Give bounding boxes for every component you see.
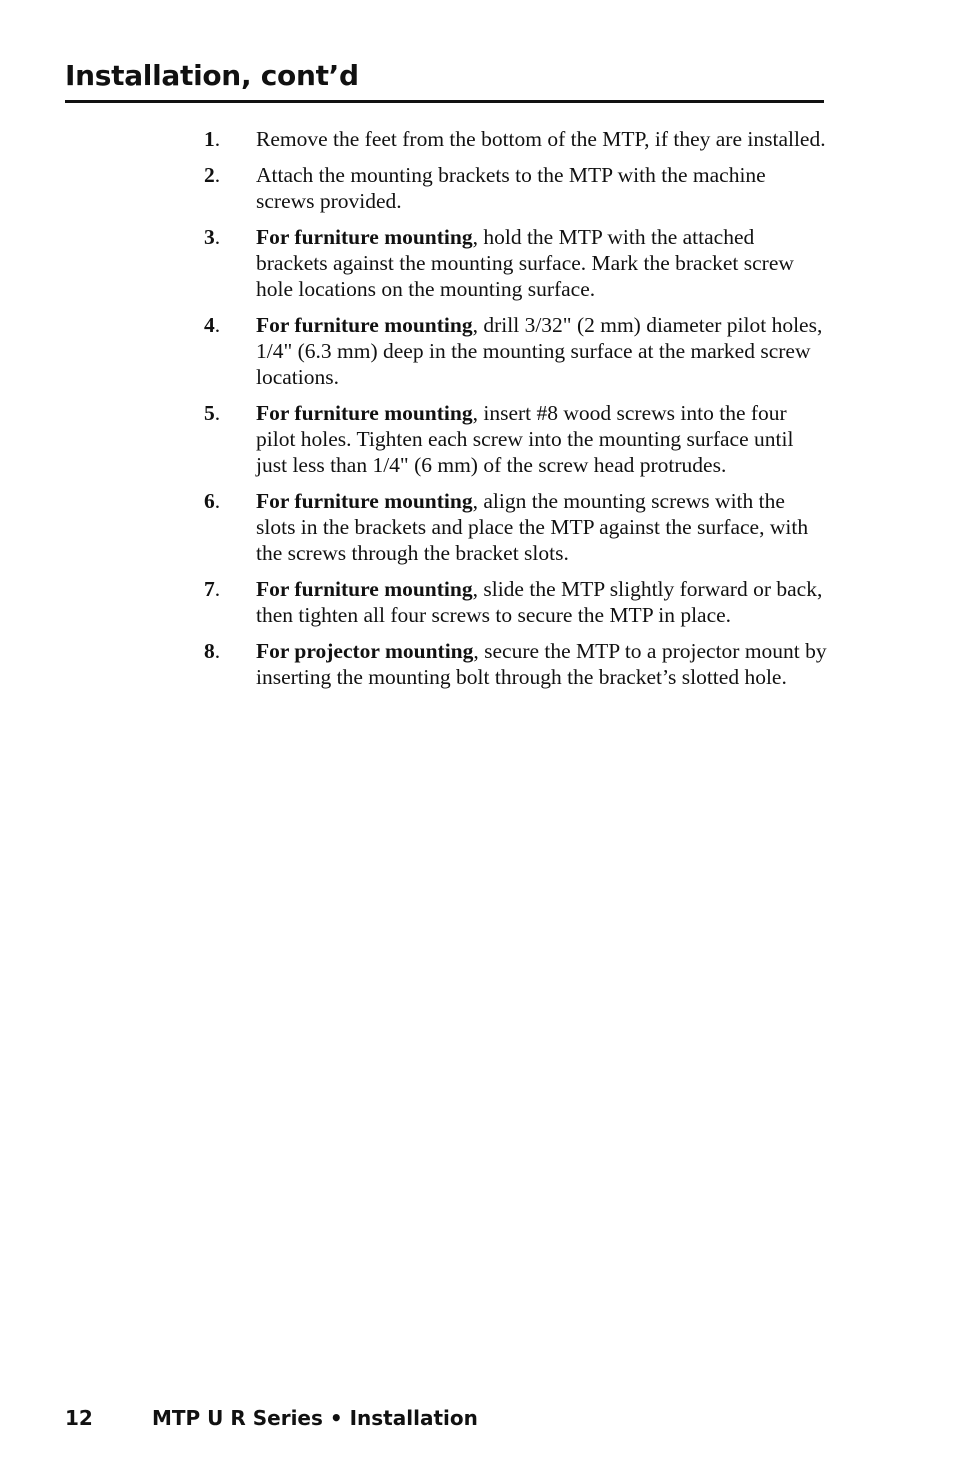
running-title: MTP U R Series • Installation bbox=[152, 1406, 478, 1430]
step-number: 7. bbox=[204, 577, 221, 602]
step-lead: For furniture mounting bbox=[256, 224, 473, 249]
step-number: 5. bbox=[204, 400, 221, 425]
step-lead: For furniture mounting bbox=[256, 400, 473, 425]
step-item bbox=[204, 638, 829, 690]
step-item bbox=[204, 488, 829, 567]
step-number: 2. bbox=[204, 162, 221, 187]
step-lead: For furniture mounting bbox=[256, 488, 473, 513]
step-item bbox=[204, 576, 829, 628]
step-item bbox=[204, 126, 829, 152]
step-text: , hold the MTP with the attached brackets against the mounting surface. Mark the bracket screw hole locations on the mounting surface. bbox=[256, 224, 794, 302]
step-text: Remove the feet from the bottom of the MTP, if they are installed. bbox=[256, 127, 826, 151]
title-underline-rule bbox=[65, 100, 824, 103]
step-lead: For projector mounting bbox=[256, 638, 474, 663]
step-lead: For furniture mounting bbox=[256, 312, 473, 337]
step-number: 1. bbox=[204, 127, 221, 151]
step-item bbox=[204, 312, 829, 391]
step-text: , insert #8 wood screws into the four pilot holes. Tighten each screw into the mounting surface until just less than 1/4" (6 mm) of the screw head protrudes. bbox=[256, 400, 794, 478]
step-number: 3. bbox=[204, 224, 221, 249]
step-item bbox=[204, 400, 829, 479]
step-text: , secure the MTP to a projector mount by inserting the mounting bolt through the bracket’s slotted hole. bbox=[256, 638, 827, 690]
step-number: 6. bbox=[204, 488, 221, 513]
page-number: 12 bbox=[65, 1406, 93, 1430]
page-title: Installation, cont’d bbox=[65, 59, 359, 92]
step-lead: For furniture mounting bbox=[256, 577, 473, 602]
step-text: , align the mounting screws with the slots in the brackets and place the MTP against the surface, with the screws through the bracket slots. bbox=[256, 488, 809, 566]
step-number: 4. bbox=[204, 312, 221, 337]
installation-steps-list bbox=[204, 126, 829, 700]
step-text: Attach the mounting brackets to the MTP with the machine screws provided. bbox=[256, 162, 766, 213]
step-number: 8. bbox=[204, 638, 221, 663]
step-item bbox=[204, 162, 829, 214]
step-text: , drill 3/32" (2 mm) diameter pilot holes, 1/4" (6.3 mm) deep in the mounting surface at the marked screw locations. bbox=[256, 312, 823, 390]
page-footer bbox=[65, 1403, 478, 1433]
step-text: , slide the MTP slightly forward or back, then tighten all four screws to secure the MTP in place. bbox=[256, 577, 823, 628]
step-item bbox=[204, 224, 829, 303]
